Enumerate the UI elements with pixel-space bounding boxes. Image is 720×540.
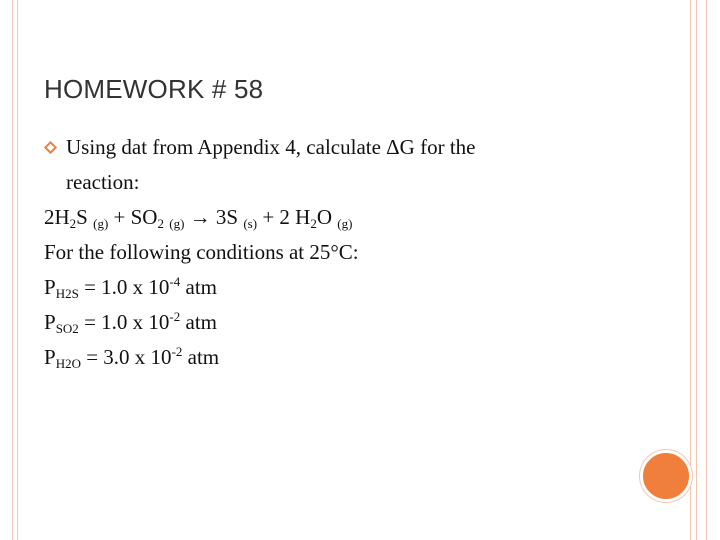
- slide-body: [44, 130, 644, 375]
- reaction-equation: $2H_2S$ $(g) + SO_2$ (g) → 3S (s) + 2 $H_2O$ (g): [44, 205, 353, 231]
- accent-circle-decoration: [640, 450, 692, 502]
- pressure-so2: $P_{SO2} = 1.0$ x $10^{-2}$ atm: [44, 309, 217, 336]
- bullet-text-line1: Using dat from Appendix 4, calculate ΔG for the: [66, 135, 476, 159]
- bullet-diamond-icon: [43, 140, 58, 155]
- reaction-arrow-icon: →: [189, 205, 211, 229]
- conditions-line: For the following conditions at 25°C:: [44, 240, 359, 264]
- pressure-h2s: $P_{H2S} = 1.0$ x $10^{-4}$ atm: [44, 274, 217, 301]
- bullet-text-line2: reaction:: [66, 170, 140, 194]
- pressure-h2o: $P_{H2O} = 3.0$ x $10^{-2}$ atm: [44, 344, 220, 371]
- right-frame-decoration: [690, 0, 707, 540]
- slide-title: HOMEWORK # 58: [44, 74, 264, 104]
- bullet-item: [44, 130, 644, 165]
- left-frame-decoration: [9, 0, 18, 540]
